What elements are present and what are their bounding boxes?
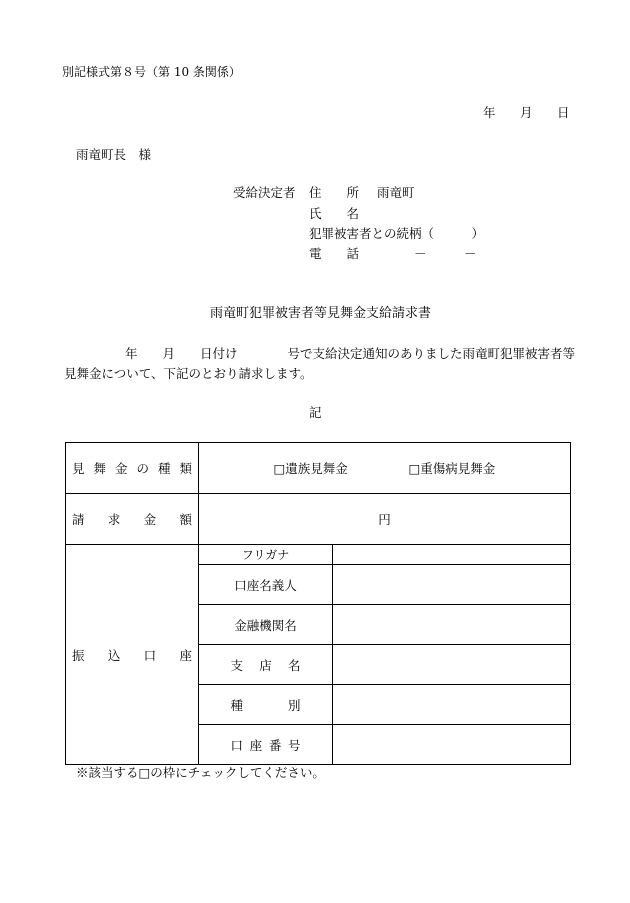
phone-value: － － — [414, 246, 477, 261]
account-row-furigana — [66, 545, 571, 565]
type-kind-label: 種別 — [230, 697, 301, 713]
amount-row — [66, 494, 571, 545]
amount-unit: 円 — [378, 512, 391, 527]
addressee: 雨竜町長 様 — [76, 147, 152, 162]
address-label: 住 所 — [309, 185, 360, 200]
account-number-label-cell — [199, 725, 333, 765]
account-label: 振込口座 — [72, 647, 192, 663]
branch-input[interactable] — [333, 645, 571, 685]
phone-label: 電 話 — [309, 246, 360, 261]
date-year: 年 — [483, 105, 496, 120]
holder-input[interactable] — [333, 565, 571, 605]
holder-label: 口座名義人 — [199, 565, 333, 605]
note: ※該当する□の枠にチェックしてください。 — [76, 765, 325, 780]
type-label-cell — [66, 443, 199, 494]
option-bereaved[interactable]: □遺族見舞金 — [273, 460, 348, 476]
branch-label: 支店名 — [230, 657, 301, 673]
date-day: 日 — [557, 105, 570, 120]
branch-label-cell — [199, 645, 333, 685]
option-serious-injury[interactable]: □重傷病見舞金 — [408, 460, 496, 476]
request-table — [65, 442, 571, 765]
type-kind-input[interactable] — [333, 685, 571, 725]
amount-cell[interactable] — [199, 494, 571, 545]
furigana-label: フリガナ — [199, 545, 333, 565]
bank-input[interactable] — [333, 605, 571, 645]
date-month: 月 — [520, 105, 533, 120]
body-line-2: 見舞金について、下記のとおり請求します。 — [64, 366, 313, 381]
type-label: 見舞金の種類 — [72, 461, 192, 476]
body-line-1: 年 月 日付け 号で支給決定通知のありました雨竜町犯罪被害者等 — [125, 346, 576, 361]
page-title: 雨竜町犯罪被害者等見舞金支給請求書 — [210, 306, 432, 321]
form-number: 別記様式第８号（第 10 条関係） — [62, 65, 241, 79]
name-label: 氏 名 — [309, 206, 360, 221]
furigana-input[interactable] — [333, 545, 571, 565]
ki-heading: 記 — [309, 405, 322, 420]
amount-label-cell — [66, 494, 199, 545]
recipient-label: 受給決定者 — [233, 185, 296, 200]
amount-label: 請求金額 — [72, 512, 192, 527]
bank-label: 金融機関名 — [199, 605, 333, 645]
account-number-input[interactable] — [333, 725, 571, 765]
relation-label: 犯罪被害者との続柄（ ） — [309, 226, 485, 241]
account-number-label: 口座番号 — [230, 737, 301, 753]
address-value: 雨竜町 — [377, 185, 415, 200]
account-label-cell — [66, 545, 199, 765]
type-row — [66, 443, 571, 494]
type-kind-label-cell — [199, 685, 333, 725]
type-options-cell — [199, 443, 571, 494]
